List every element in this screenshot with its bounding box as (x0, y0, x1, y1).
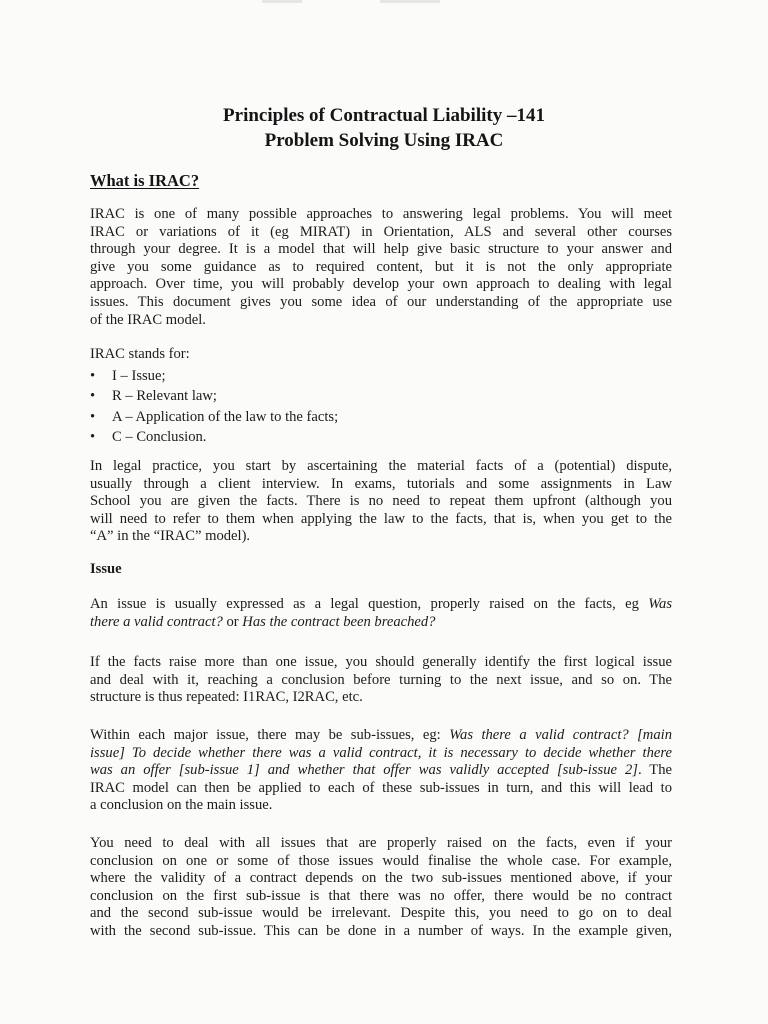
text-line: You need to deal with all issues that are properly raised on the facts, even if your (90, 835, 672, 851)
text-line: and the second sub-issue would be irrelevant. Despite this, you need to go on to deal (90, 905, 672, 922)
multiple-issues-paragraph (90, 654, 672, 707)
text-line: usually through a client interview. In exams, tutorials and some assignments in Law (90, 475, 672, 492)
text-line: issues. This document gives you some idea of our understanding of the appropriate use (90, 293, 672, 310)
text-line (90, 614, 672, 632)
text-line: will need to refer to them when applying the law to the facts, that is, when you get to the (90, 510, 672, 527)
text-line: School you are given the facts. There is no need to repeat them upfront (although you (90, 493, 672, 510)
text-line: a conclusion on the main issue. (90, 797, 273, 814)
text-line: with the second sub-issue. This can be done in a number of ways. In the example given, (90, 922, 672, 939)
scan-artifact (262, 0, 302, 3)
intro-paragraph (90, 206, 672, 329)
text-run: . The (637, 762, 672, 779)
text-line (90, 762, 672, 780)
scan-artifact (380, 0, 440, 3)
text-line: IRAC is one of many possible approaches to answering legal problems. You will meet (90, 206, 672, 222)
text-line: In legal practice, you start by ascertaining the material facts of a (potential) dispute, (90, 458, 672, 474)
text-line: IRAC model can then be applied to each of these sub-issues in turn, and this will lead to (90, 779, 672, 796)
list-item: • R – Relevant law; (90, 386, 338, 406)
italic-text: was an offer [sub-issue 1] and whether that offer was validly accepted [sub-issue 2] (90, 762, 638, 779)
text-line (90, 745, 672, 763)
document-subtitle: Problem Solving Using IRAC (264, 130, 504, 151)
text-line: “A” in the “IRAC” model). (90, 528, 251, 545)
italic-text: Has the contract been breached? (242, 613, 436, 630)
text-line: and deal with it, reaching a conclusion before turning to the next issue, and so on. The (90, 671, 672, 688)
text-line: conclusion on one or some of those issues would finalise the whole case. For example, (90, 852, 672, 869)
text-line: structure is thus repeated: I1RAC, I2RAC, etc. (90, 689, 363, 706)
text-run: An issue is usually expressed as a legal question, properly raised on the facts, eg (90, 596, 649, 612)
text-run: or (222, 613, 243, 630)
section-heading: What is IRAC? (90, 171, 200, 190)
text-line: If the facts raise more than one issue, you should generally identify the first logical issue (90, 654, 672, 670)
stands-for-label: IRAC stands for: (90, 346, 190, 362)
text-line: IRAC or variations of it (eg MIRAT) in Orientation, ALS and several other courses (90, 223, 672, 240)
all-issues-paragraph (90, 835, 672, 941)
sub-issues-paragraph (90, 727, 672, 815)
italic-text: there a valid contract? (90, 613, 223, 630)
text-line: through your degree. It is a model that will help give basic structure to your answer and (90, 241, 672, 258)
issue-paragraph (90, 596, 672, 631)
practice-paragraph (90, 458, 672, 546)
text-line: conclusion on the first sub-issue is that there was no offer, there would be no contract (90, 887, 672, 904)
list-item: • I – Issue; (90, 366, 338, 386)
text-run: Within each major issue, there may be sub-issues, eg: (90, 727, 450, 743)
list-item: • C – Conclusion. (90, 427, 338, 447)
text-line (90, 596, 672, 614)
italic-text: issue] To decide whether there was a valid contract, it is necessary to decide whether there (90, 744, 672, 761)
irac-list (90, 366, 338, 448)
text-line: approach. Over time, you will probably develop your own approach to dealing with legal (90, 276, 672, 293)
text-line: of the IRAC model. (90, 311, 206, 328)
italic-text: Was (648, 596, 672, 612)
text-line: where the validity of a contract depends on the two sub-issues mentioned above, if your (90, 870, 672, 887)
text-line (90, 727, 672, 745)
list-item: • A – Application of the law to the facts; (90, 407, 338, 427)
document-title: Principles of Contractual Liability –141 (223, 105, 545, 126)
italic-text: Was there a valid contract? [main (449, 727, 672, 743)
issue-heading: Issue (90, 561, 122, 577)
text-line: give you some guidance as to required content, but it is not the only appropriate (90, 258, 672, 275)
